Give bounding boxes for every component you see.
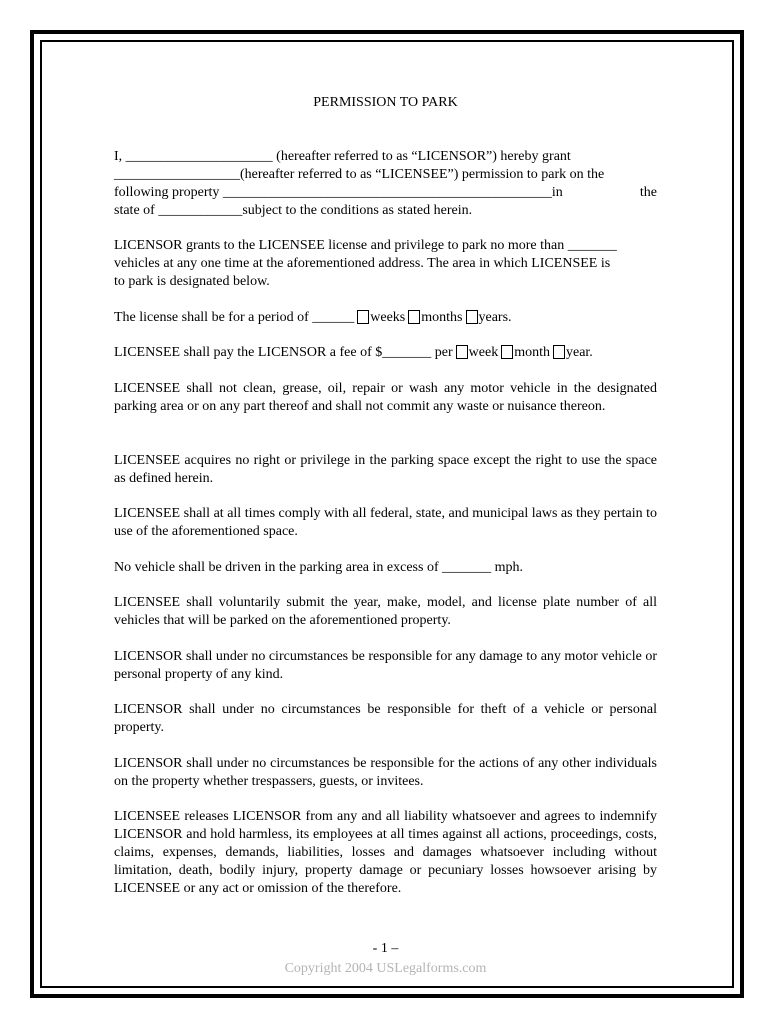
period-label: The license shall be for a period of ______	[114, 310, 355, 325]
license-line-2: vehicles at any one time at the aforementioned address. The area in which LICENSEE is	[114, 256, 611, 271]
others-actions-paragraph: LICENSOR shall under no circumstances be responsible for the actions of any other individuals on the property whether trespassers, guests, or invitees.	[114, 756, 657, 789]
period-paragraph	[114, 309, 657, 327]
years-checkbox[interactable]	[466, 310, 478, 324]
months-label: months	[421, 310, 463, 325]
week-checkbox[interactable]	[456, 345, 468, 359]
month-checkbox[interactable]	[501, 345, 513, 359]
release-paragraph: LICENSEE releases LICENSOR from any and all liability whatsoever and agrees to indemnify LICENSOR and hold harmless, its employees at all times against all actions, proceedings, costs, claims, expenses, demands, liabilities, losses and damages whatsoever including without limitation, death, bodily injury, property damage or pecuniary losses howsoever arising by LICENSEE or any act or omission of the therefore.	[114, 809, 657, 896]
fee-paragraph	[114, 344, 657, 362]
weeks-checkbox[interactable]	[357, 310, 369, 324]
document-title: PERMISSION TO PARK	[313, 95, 458, 110]
year-label: year.	[565, 345, 593, 360]
theft-paragraph: LICENSOR shall under no circumstances be responsible for theft of a vehicle or personal property.	[114, 702, 657, 735]
grant-line-3-end: the	[639, 185, 657, 200]
speed-limit-paragraph: No vehicle shall be driven in the parking area in excess of _______ mph.	[114, 560, 523, 575]
page-number: - 1 –	[372, 941, 399, 956]
license-paragraph	[114, 237, 657, 291]
weeks-label: weeks	[370, 310, 406, 325]
week-label: week	[468, 345, 499, 360]
years-label: years.	[478, 310, 512, 325]
grant-line-3: following property _______________________________________________in	[114, 185, 563, 200]
no-rights-paragraph: LICENSEE acquires no right or privilege in the parking space except the right to use the space as defined herein.	[114, 453, 657, 486]
grant-paragraph	[114, 148, 657, 220]
damage-paragraph: LICENSOR shall under no circumstances be responsible for any damage to any motor vehicle or personal property of any kind.	[114, 649, 657, 682]
fee-label: LICENSEE shall pay the LICENSOR a fee of $_______ per	[114, 345, 453, 360]
copyright-watermark: Copyright 2004 USLegalforms.com	[284, 961, 487, 976]
grant-line-4: state of ____________subject to the conditions as stated herein.	[114, 203, 473, 218]
vehicle-info-paragraph: LICENSEE shall voluntarily submit the year, make, model, and license plate number of all vehicles that will be parked on the aforementioned property.	[114, 595, 657, 628]
no-cleaning-paragraph: LICENSEE shall not clean, grease, oil, repair or wash any motor vehicle in the designated parking area or on any part thereof and shall not commit any waste or nuisance thereon.	[114, 381, 657, 414]
license-line-1: LICENSOR grants to the LICENSEE license and privilege to park no more than _______	[114, 238, 617, 253]
grant-line-2: __________________(hereafter referred to as “LICENSEE”) permission to park on the	[114, 167, 605, 182]
grant-line-1: I, _____________________ (hereafter referred to as “LICENSOR”) hereby grant	[114, 149, 571, 164]
comply-laws-paragraph: LICENSEE shall at all times comply with all federal, state, and municipal laws as they pertain to use of the aforementioned space.	[114, 506, 657, 539]
license-line-3: to park is designated below.	[114, 274, 270, 289]
month-label: month	[514, 345, 550, 360]
months-checkbox[interactable]	[408, 310, 420, 324]
year-checkbox[interactable]	[553, 345, 565, 359]
